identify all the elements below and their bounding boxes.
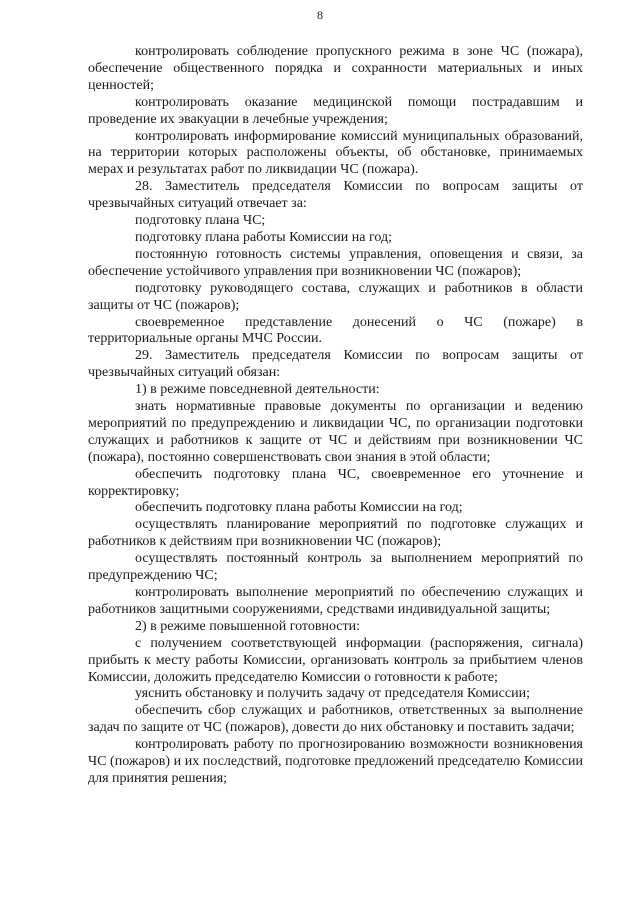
paragraph: 1) в режиме повседневной деятельности: xyxy=(135,382,380,398)
document-body xyxy=(88,44,583,788)
paragraph: уяснить обстановку и получить задачу от председателя Комиссии; xyxy=(135,686,530,702)
paragraph: подготовку плана работы Комиссии на год; xyxy=(135,229,392,245)
paragraph: обеспечить сбор служащих и работников, ответственных за выполнение задач по защите от ЧС (пожаров), довести до них обстановку и поставить задачи; xyxy=(88,703,583,736)
paragraph: 29. Заместитель председателя Комиссии по вопросам защиты от чрезвычайных ситуаций обязан: xyxy=(88,348,583,381)
page-number: 8 xyxy=(317,8,323,22)
paragraph: контролировать информирование комиссий муниципальных образований, на территории которых расположены объекты, об обстановке, принимаемых мерах и результатах работ по ликвидации ЧС (пожара). xyxy=(88,128,583,178)
paragraph: обеспечить подготовку плана работы Комиссии на год; xyxy=(135,500,463,516)
paragraph: знать нормативные правовые документы по организации и ведению мероприятий по предупреждению и ликвидации ЧС, по организации подготовки служащих и работников к защите от ЧС и действиям при возникновении ЧС (пожара), постоянно совершенствовать свои знания в этой области; xyxy=(88,399,583,465)
paragraph: постоянную готовность системы управления, оповещения и связи, за обеспечение устойчивого управления при возникновении ЧС (пожаров); xyxy=(88,246,583,279)
paragraph: 2) в режиме повышенной готовности: xyxy=(135,618,361,634)
paragraph: подготовку плана ЧС; xyxy=(135,213,266,229)
paragraph: контролировать выполнение мероприятий по обеспечению служащих и работников защитными сооружениями, средствами индивидуальной защиты; xyxy=(88,585,583,617)
paragraph: своевременное представление донесений о ЧС (пожаре) в территориальные органы МЧС России. xyxy=(88,314,583,347)
paragraph: контролировать оказание медицинской помощи пострадавшим и проведение их эвакуации в лечебные учреждения; xyxy=(88,94,583,127)
paragraph: с получением соответствующей информации (распоряжения, сигнала) прибыть к месту работы Комиссии, организовать контроль за прибытием членов Комиссии, доложить председателю Комиссии о готовности к работе; xyxy=(88,635,583,685)
paragraph: подготовку руководящего состава, служащих и работников в области защиты от ЧС (пожаров); xyxy=(88,280,583,313)
paragraph: обеспечить подготовку плана ЧС, своевременное его уточнение и корректировку; xyxy=(88,466,583,499)
paragraph: 28. Заместитель председателя Комиссии по вопросам защиты от чрезвычайных ситуаций отвечает за: xyxy=(88,179,583,212)
paragraph: осуществлять постоянный контроль за выполнением мероприятий по предупреждению ЧС; xyxy=(88,551,583,584)
paragraph: контролировать работу по прогнозированию возможности возникновения ЧС (пожаров) и их последствий, подготовке предложений председателю Комиссии для принятия решения; xyxy=(88,737,583,786)
paragraph: контролировать соблюдение пропускного режима в зоне ЧС (пожара), обеспечение общественного порядка и сохранности материальных и иных ценностей; xyxy=(88,44,583,93)
paragraph: осуществлять планирование мероприятий по подготовке служащих и работников к действиям при возникновении ЧС (пожаров); xyxy=(88,517,583,550)
